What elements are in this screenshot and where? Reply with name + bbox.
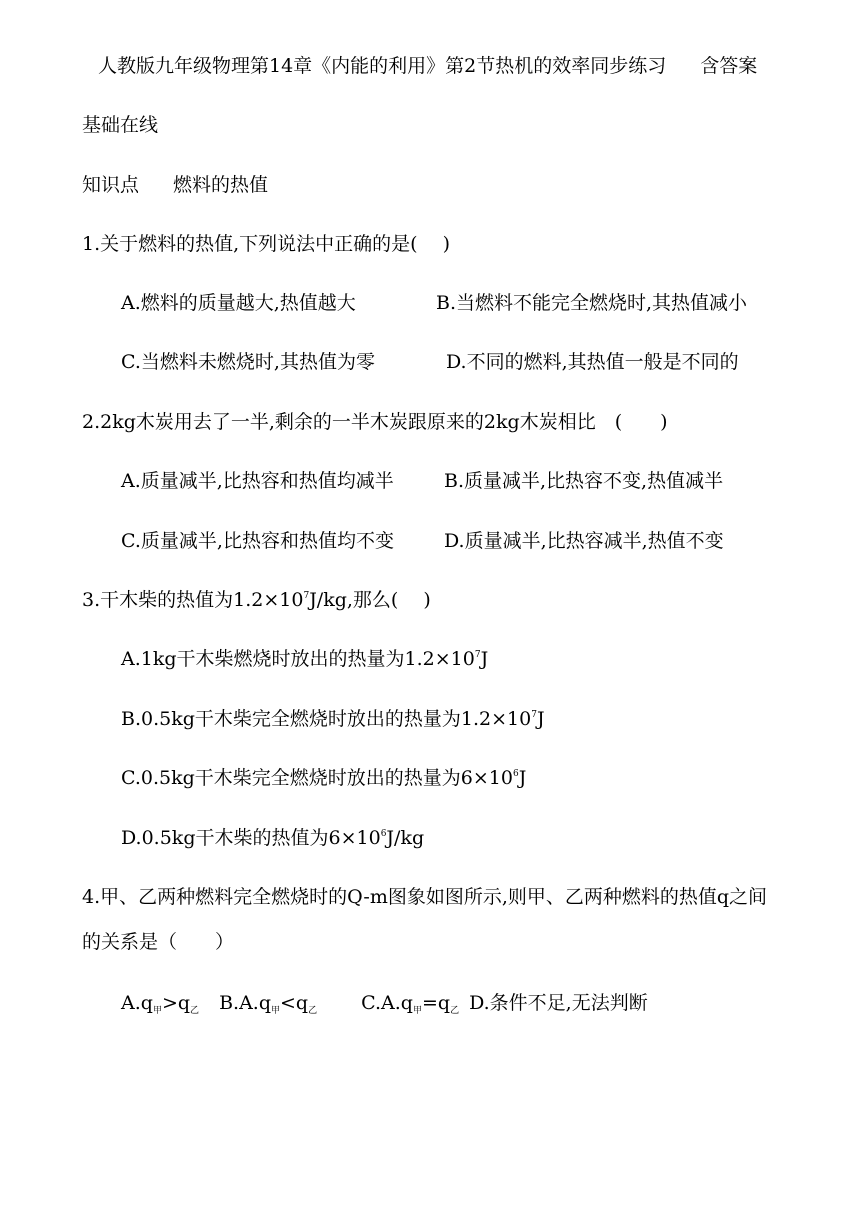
section-heading: 基础在线	[82, 114, 159, 136]
question-3-stem-unit: J/kg,那么( )	[309, 589, 431, 611]
question-4-option-b	[219, 992, 317, 1014]
question-3-option-d	[121, 826, 424, 850]
question-4-option-c	[361, 992, 459, 1014]
question-3-option-a	[121, 647, 488, 671]
option-c-relation: =q	[421, 992, 451, 1014]
question-3-option-d-exponent: 6	[380, 829, 387, 839]
option-c-sub-yi: 乙	[450, 1006, 460, 1016]
question-3-option-b-text: B.0.5kg干木柴完全燃烧时放出的热量为1.2×10	[121, 708, 532, 730]
option-b-sub-yi: 乙	[308, 1006, 318, 1016]
question-1-stem: 1.关于燃料的热值,下列说法中正确的是( )	[82, 233, 451, 255]
knowledge-label: 知识点	[82, 174, 140, 196]
option-a-q: A.q	[121, 992, 153, 1014]
knowledge-point	[82, 173, 268, 197]
question-3-option-d-unit: J/kg	[386, 827, 425, 849]
question-2-stem: 2.2kg木炭用去了一半,剩余的一半木炭跟原来的2kg木炭相比 ( )	[82, 411, 668, 433]
title-main: 人教版九年级物理第14章《内能的利用》第2节热机的效率同步练习	[98, 55, 667, 77]
question-1-option-d: D.不同的燃料,其热值一般是不同的	[446, 351, 739, 373]
question-3-option-b	[121, 707, 545, 731]
question-1-option-a: A.燃料的质量越大,热值越大	[121, 292, 356, 314]
option-c-q: C.A.q	[361, 992, 413, 1014]
question-4-stem-line-2: 的关系是（ ）	[82, 931, 235, 953]
option-b-relation: <q	[280, 992, 309, 1014]
question-4-stem-line-1: 4.甲、乙两种燃料完全燃烧时的Q-m图象如图所示,则甲、乙两种燃料的热值q之间	[82, 886, 768, 908]
question-2-option-d: D.质量减半,比热容减半,热值不变	[444, 530, 724, 552]
option-a-sub-jia: 甲	[152, 1006, 162, 1016]
option-b-q: B.A.q	[219, 992, 271, 1014]
question-4-option-d: D.条件不足,无法判断	[469, 992, 648, 1014]
question-2-option-b: B.质量减半,比热容不变,热值减半	[444, 470, 724, 492]
question-3-stem-exponent: 7	[303, 591, 310, 601]
document-title	[98, 54, 757, 78]
option-a-sub-yi: 乙	[190, 1006, 200, 1016]
option-a-relation: >q	[161, 992, 191, 1014]
question-3-option-a-text: A.1kg干木柴燃烧时放出的热量为1.2×10	[121, 648, 475, 670]
title-suffix: 含答案	[700, 55, 758, 77]
question-4-options	[121, 991, 648, 1015]
question-2-option-a: A.质量减半,比热容和热值均减半	[121, 470, 394, 492]
knowledge-topic: 燃料的热值	[173, 174, 269, 196]
question-3-stem-text: 3.干木柴的热值为1.2×10	[82, 589, 304, 611]
question-4-option-a	[121, 992, 199, 1014]
question-1-option-b: B.当燃料不能完全燃烧时,其热值减小	[436, 292, 748, 314]
question-3-option-b-unit: J	[536, 708, 545, 730]
question-3-option-a-unit: J	[480, 648, 489, 670]
question-2-option-c: C.质量减半,比热容和热值均不变	[121, 530, 394, 552]
question-3-option-d-text: D.0.5kg干木柴的热值为6×10	[121, 827, 381, 849]
option-c-sub-jia: 甲	[412, 1006, 422, 1016]
question-1-option-c: C.当燃料未燃烧时,其热值为零	[121, 351, 375, 373]
option-b-sub-jia: 甲	[271, 1006, 281, 1016]
question-3-option-a-exponent: 7	[474, 650, 481, 660]
question-3-stem	[82, 588, 431, 612]
question-3-option-c-text: C.0.5kg干木柴完全燃烧时放出的热量为6×10	[121, 767, 513, 789]
question-3-option-b-exponent: 7	[531, 710, 537, 720]
question-3-option-c-exponent: 6	[512, 769, 519, 779]
question-3-option-c-unit: J	[518, 767, 527, 789]
question-3-option-c	[121, 766, 526, 790]
